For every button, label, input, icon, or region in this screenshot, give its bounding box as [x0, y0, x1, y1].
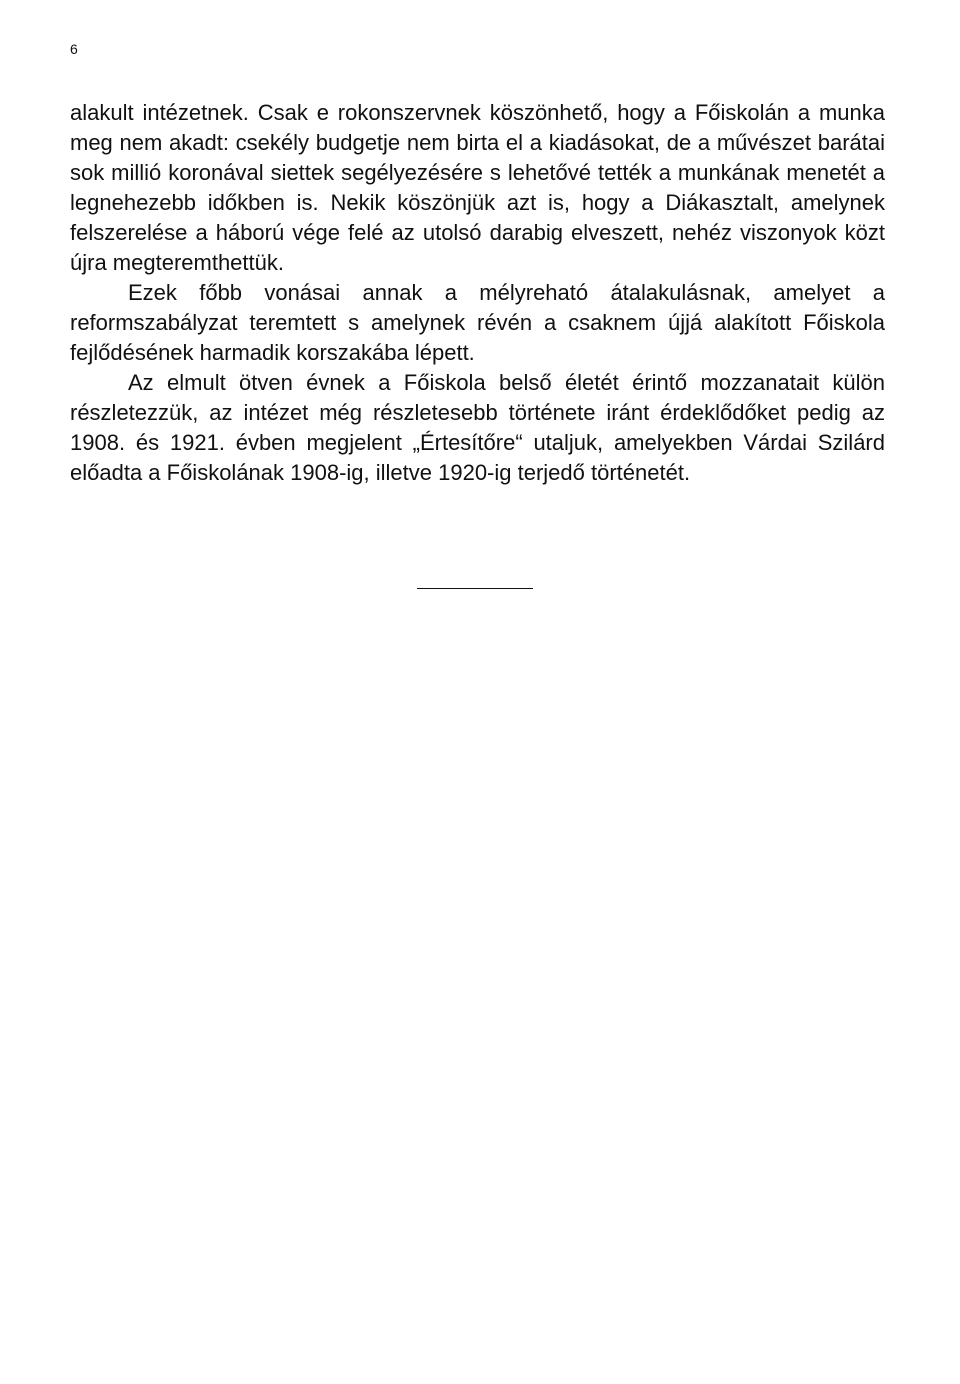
paragraph-3: Az elmult ötven évnek a Főiskola belső életét érintő mozzanatait külön részletezzük, az intézet még részletesebb története iránt érdeklődőket pedig az 1908. és 1921. évben megjelent „Értesítőre“ utaljuk, amelyekben Várdai Szilárd előadta a Főiskolának 1908-ig, illetve 1920-ig terjedő történetét. — [70, 370, 885, 485]
body-text — [70, 98, 885, 488]
paragraph-2: Ezek főbb vonásai annak a mélyreható átalakulásnak, amelyet a reformszabályzat teremtett s amelynek révén a csaknem újjá alakított Főiskola fejlődésének harmadik korszakába lépett. — [70, 280, 885, 365]
paragraph-1: alakult intézetnek. Csak e rokonszervnek köszönhető, hogy a Főiskolán a munka meg nem akadt: csekély budgetje nem birta el a kiadásokat, de a művészet barátai sok millió koronával siettek segélyezésére s lehetővé tették a munkának menetét a legnehezebb időkben is. Nekik köszönjük azt is, hogy a Diákasztalt, amelynek felszerelése a háború vége felé az utolsó darabig elveszett, nehéz viszonyok közt újra megteremthettük. — [70, 100, 885, 275]
section-end-rule — [417, 588, 533, 589]
page-number: 6 — [70, 41, 78, 57]
